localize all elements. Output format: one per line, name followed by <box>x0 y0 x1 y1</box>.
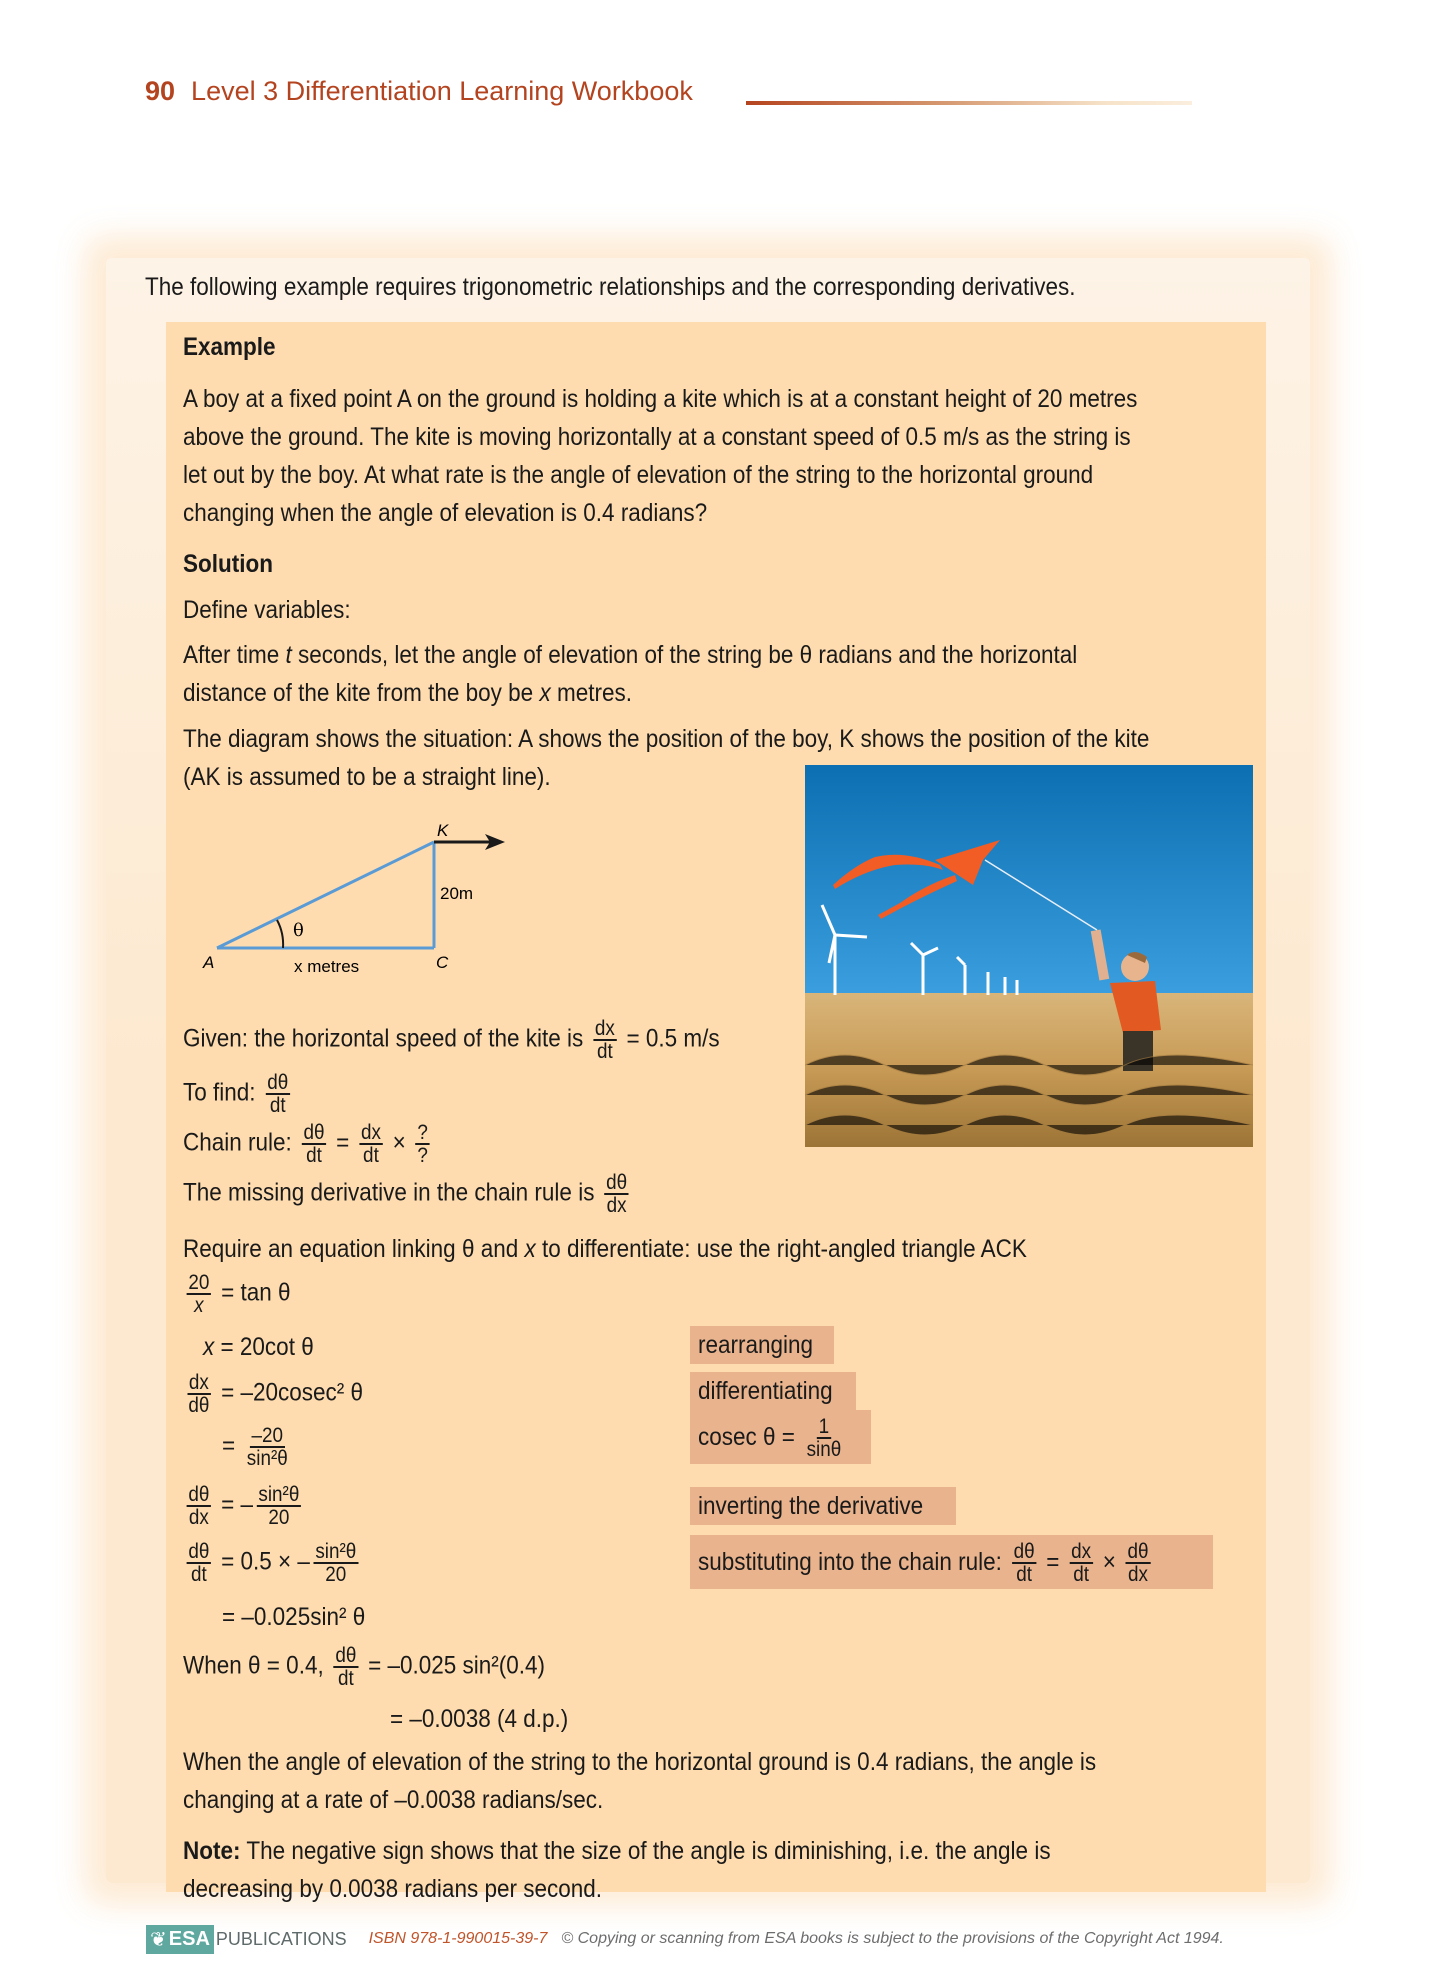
note-rearranging: rearranging <box>690 1326 834 1364</box>
variables-line-2: distance of the kite from the boy be x metres. <box>183 679 632 707</box>
missing-derivative-line: The missing derivative in the chain rule is $\frac{d\theta}{dx}$ <box>183 1171 628 1217</box>
variables-line-1: After time t seconds, let the angle of elevation of the string be θ radians and the horizontal <box>183 641 1078 669</box>
page-number: 90 <box>145 76 176 106</box>
svg-text:20m: 20m <box>440 884 474 903</box>
leaf-icon: ❦ <box>150 1928 167 1951</box>
header-rule <box>746 101 1192 105</box>
note-cosec-identity: cosec θ = $\frac{1}{\sin\theta}$ <box>690 1410 871 1464</box>
svg-text:C: C <box>436 953 449 972</box>
intro-text: The following example requires trigonometric relationships and the corresponding derivatives. <box>145 273 1076 301</box>
question-line: let out by the boy. At what rate is the angle of elevation of the string to the horizontal ground <box>183 461 1094 489</box>
note-line: decreasing by 0.0038 radians per second. <box>183 1875 603 1903</box>
note-inverting: inverting the derivative <box>690 1487 956 1525</box>
question-line: changing when the angle of elevation is 0.4 radians? <box>183 499 708 527</box>
page-footer <box>146 1924 1224 1954</box>
eq-tan: $\frac{20}{x}$ = tan θ <box>188 1271 291 1317</box>
note-substituting: substituting into the chain rule: $\frac{d\theta}{dt}$ = $\frac{dx}{dt}$ × $\frac{d\theta}{dx}$ <box>690 1535 1213 1589</box>
svg-text:K: K <box>437 821 449 840</box>
svg-text:x metres: x metres <box>294 957 360 976</box>
triangle-diagram <box>180 820 540 1000</box>
isbn: ISBN 978-1-990015-39-7 <box>368 1930 548 1947</box>
eq-result: = –0.0038 (4 d.p.) <box>390 1705 569 1733</box>
example-heading: Example <box>183 333 276 361</box>
solution-heading: Solution <box>183 550 273 578</box>
copyright-notice: © Copying or scanning from ESA books is subject to the provisions of the Copyright Act 1994. <box>561 1930 1224 1947</box>
eq-when: When θ = 0.4, $\frac{d\theta}{dt}$ = –0.025 sin²(0.4) <box>183 1644 546 1690</box>
page-header <box>145 76 693 116</box>
define-variables: Define variables: <box>183 596 351 624</box>
eq-cot: x = 20cot θ <box>203 1333 314 1361</box>
to-find-line: To find: $\frac{d\theta}{dt}$ <box>183 1071 289 1117</box>
svg-text:θ: θ <box>293 920 304 941</box>
publisher-name: PUBLICATIONS <box>215 1928 347 1949</box>
eq-sin-form: = $\frac{-20}{\text{sin²θ}}$ <box>222 1424 288 1470</box>
eq-dtheta-dt: $\frac{d\theta}{dt}$ = 0.5 × – $\frac{\text{sin²θ}}{20}$ <box>188 1540 357 1586</box>
diagram-description: (AK is assumed to be a straight line). <box>183 763 551 791</box>
require-line: Require an equation linking θ and x to differentiate: use the right-angled triangle ACK <box>183 1235 1027 1263</box>
svg-text:A: A <box>203 953 215 972</box>
chain-rule-line: Chain rule: $\frac{d\theta}{dt}$ = $\frac{dx}{dt}$ × $\frac{?}{?}$ <box>183 1121 428 1167</box>
esa-logo: ❦ ESA <box>146 1925 214 1954</box>
given-line: Given: the horizontal speed of the kite is $\frac{dx}{dt}$ = 0.5 m/s <box>183 1017 720 1063</box>
question-line: above the ground. The kite is moving horizontally at a constant speed of 0.5 m/s as the string is <box>183 423 1131 451</box>
eq-simplified: = –0.025sin² θ <box>222 1603 366 1631</box>
eq-dtheta-dx: $\frac{d\theta}{dx}$ = – $\frac{\text{sin²θ}}{20}$ <box>188 1483 300 1529</box>
angle-arc <box>277 920 283 948</box>
kite-photo <box>805 765 1253 1147</box>
conclusion-line: changing at a rate of –0.0038 radians/sec. <box>183 1786 604 1814</box>
eq-dx-dtheta: $\frac{dx}{d\theta}$ = –20cosec² θ <box>188 1371 364 1417</box>
hypotenuse-ak <box>217 842 434 948</box>
note-differentiating: differentiating <box>690 1372 856 1410</box>
diagram-description: The diagram shows the situation: A shows the position of the boy, K shows the position of the kite <box>183 725 1150 753</box>
question-line: A boy at a fixed point A on the ground is holding a kite which is at a constant height of 20 metres <box>183 385 1138 413</box>
conclusion-line: When the angle of elevation of the string to the horizontal ground is 0.4 radians, the angle is <box>183 1748 1097 1776</box>
kite-photo-illustration <box>805 765 1253 1147</box>
book-title: Level 3 Differentiation Learning Workbook <box>191 76 693 106</box>
note-line: Note: The negative sign shows that the size of the angle is diminishing, i.e. the angle is <box>183 1837 1051 1865</box>
